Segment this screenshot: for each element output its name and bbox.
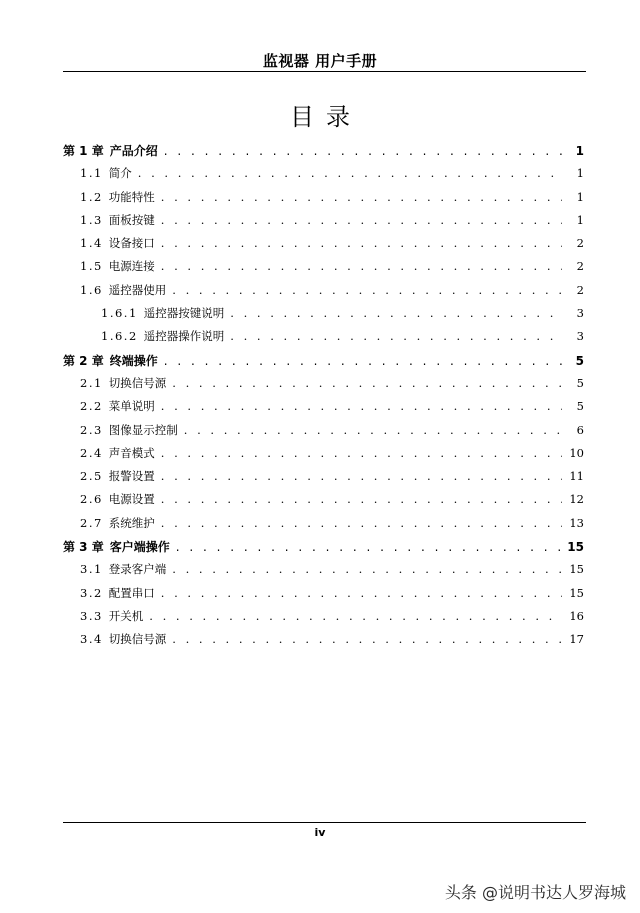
toc-leader-dots [230, 329, 562, 343]
toc-leader-dots [172, 376, 562, 390]
toc-entry-number: 3.2 [80, 585, 103, 600]
toc-entry[interactable] [63, 538, 586, 561]
footer-rule [63, 822, 586, 823]
toc-entry-number: 1.1 [80, 166, 103, 181]
page-number: iv [314, 826, 326, 839]
toc-entry[interactable] [63, 515, 586, 538]
toc-entry-title: 切换信号源 [108, 375, 167, 390]
toc-entry[interactable] [63, 235, 586, 258]
toc-leader-dots [161, 259, 562, 273]
toc-entry[interactable] [63, 328, 586, 351]
toc-entry-number: 2.6 [80, 492, 103, 507]
toc-entry[interactable] [63, 631, 586, 654]
toc-entry-title: 开关机 [108, 608, 144, 623]
toc-entry-title: 遥控器操作说明 [143, 329, 225, 344]
toc-entry-number: 1.2 [80, 189, 103, 204]
toc-entry[interactable] [63, 258, 586, 281]
toc-entry-page: 6 [576, 422, 584, 437]
toc-entry-title: 遥控器使用 [108, 282, 167, 297]
toc-entry-number: 1.6 [80, 282, 103, 297]
toc-entry-title: 产品介绍 [109, 144, 158, 158]
toc-entry-title: 客户端操作 [109, 540, 170, 555]
toc-entry-page: 5 [576, 399, 584, 414]
toc-entry-number: 3.3 [80, 608, 103, 623]
toc-entry-number: 2.7 [80, 515, 103, 530]
toc-entry-title: 图像显示控制 [108, 422, 178, 437]
toc-entry[interactable] [63, 282, 586, 305]
toc-entry-number: 2.5 [80, 469, 103, 484]
toc-leader-dots [161, 190, 562, 204]
toc-entry[interactable] [63, 142, 586, 165]
toc-entry-number: 第 3 章 [63, 540, 104, 555]
toc-entry-number: 2.3 [80, 422, 103, 437]
toc-entry-title: 终端操作 [109, 353, 158, 368]
header-rule [63, 71, 586, 72]
toc-leader-dots [161, 236, 562, 250]
toc-leader-dots [161, 213, 562, 227]
toc-entry-number: 1.3 [80, 212, 103, 227]
toc-entry-number: 1.4 [80, 236, 103, 251]
toc-entry-title: 遥控器按键说明 [143, 306, 225, 321]
watermark-text: 头条 @说明书达人罗海城 [444, 883, 626, 902]
toc-entry-number: 1.6.1 [101, 306, 138, 321]
toc-entry-page: 5 [575, 353, 584, 368]
toc-entry-page: 16 [569, 608, 584, 623]
toc-leader-dots [138, 166, 562, 180]
toc-leader-dots [161, 586, 562, 600]
toc-entry-page: 2 [576, 236, 584, 251]
toc-entry-page: 15 [569, 562, 584, 577]
toc-entry-title: 报警设置 [108, 469, 155, 484]
toc-entry-page: 10 [569, 445, 584, 460]
toc-entry-number: 3.1 [80, 562, 103, 577]
toc-leader-dots [149, 609, 562, 623]
toc-entry-number: 3.4 [80, 632, 103, 647]
toc-entry[interactable] [63, 189, 586, 212]
toc-entry[interactable] [63, 445, 586, 468]
toc-entry-page: 1 [576, 166, 584, 181]
toc-entry-title: 面板按键 [108, 212, 155, 227]
toc-entry-page: 11 [569, 469, 584, 484]
toc-entry-number: 2.1 [80, 375, 103, 390]
toc-entry-page: 1 [575, 144, 584, 158]
toc-entry-title: 电源连接 [108, 259, 155, 274]
document-header-title: 监视器 用户手册 [262, 52, 378, 70]
toc-entry-number: 2.2 [80, 399, 103, 414]
toc-entry-title: 功能特性 [108, 189, 155, 204]
toc-entry-title: 设备接口 [108, 236, 155, 251]
toc-leader-dots [184, 423, 562, 437]
toc-leader-dots [161, 516, 562, 530]
toc-entry-number: 2.4 [80, 445, 103, 460]
toc-entry-title: 配置串口 [108, 585, 155, 600]
toc-entry-page: 2 [576, 282, 584, 297]
toc-leader-dots [161, 492, 562, 506]
toc-entry-title: 声音模式 [108, 445, 155, 460]
toc-leader-dots [161, 469, 562, 483]
toc-entry[interactable] [63, 165, 586, 188]
toc-entry-page: 3 [576, 306, 584, 321]
toc-leader-dots [172, 632, 562, 646]
toc-entry-page: 5 [576, 375, 584, 390]
toc-entry[interactable] [63, 608, 586, 631]
toc-entry[interactable] [63, 375, 586, 398]
toc-entry[interactable] [63, 422, 586, 445]
toc-leader-dots [161, 446, 562, 460]
toc-entry-number: 第 2 章 [63, 353, 104, 368]
toc-entry[interactable] [63, 212, 586, 235]
toc-entry[interactable] [63, 585, 586, 608]
toc-entry[interactable] [63, 305, 586, 328]
toc-entry-page: 12 [569, 492, 584, 507]
toc-entry[interactable] [63, 491, 586, 514]
toc-entry-title: 切换信号源 [108, 632, 167, 647]
toc-leader-dots [164, 144, 562, 158]
toc-entry-page: 15 [569, 585, 584, 600]
toc-leader-dots [176, 540, 562, 554]
toc-entry-title: 系统维护 [108, 515, 155, 530]
toc-entry[interactable] [63, 352, 586, 375]
toc-entry-page: 1 [576, 212, 584, 227]
toc-entry-page: 3 [576, 329, 584, 344]
toc-entry-number: 1.5 [80, 259, 103, 274]
toc-entry-page: 2 [576, 259, 584, 274]
toc-entry-number: 1.6.2 [101, 329, 138, 344]
toc-entry[interactable] [63, 561, 586, 584]
toc-entry-title: 登录客户端 [108, 562, 167, 577]
toc-title: 目录 [290, 103, 362, 131]
toc-leader-dots [230, 306, 562, 320]
table-of-contents [63, 142, 586, 655]
toc-entry-title: 电源设置 [108, 492, 155, 507]
toc-entry-number: 第 1 章 [63, 144, 104, 158]
toc-leader-dots [164, 354, 562, 368]
toc-leader-dots [172, 562, 562, 576]
toc-leader-dots [172, 283, 562, 297]
toc-entry-page: 13 [569, 515, 584, 530]
toc-entry-page: 15 [567, 540, 584, 555]
toc-entry-title: 简介 [108, 166, 132, 181]
toc-leader-dots [161, 399, 562, 413]
toc-entry-page: 17 [569, 632, 584, 647]
toc-entry[interactable] [63, 468, 586, 491]
toc-entry-page: 1 [576, 189, 584, 204]
toc-entry[interactable] [63, 398, 586, 421]
toc-entry-title: 菜单说明 [108, 399, 155, 414]
